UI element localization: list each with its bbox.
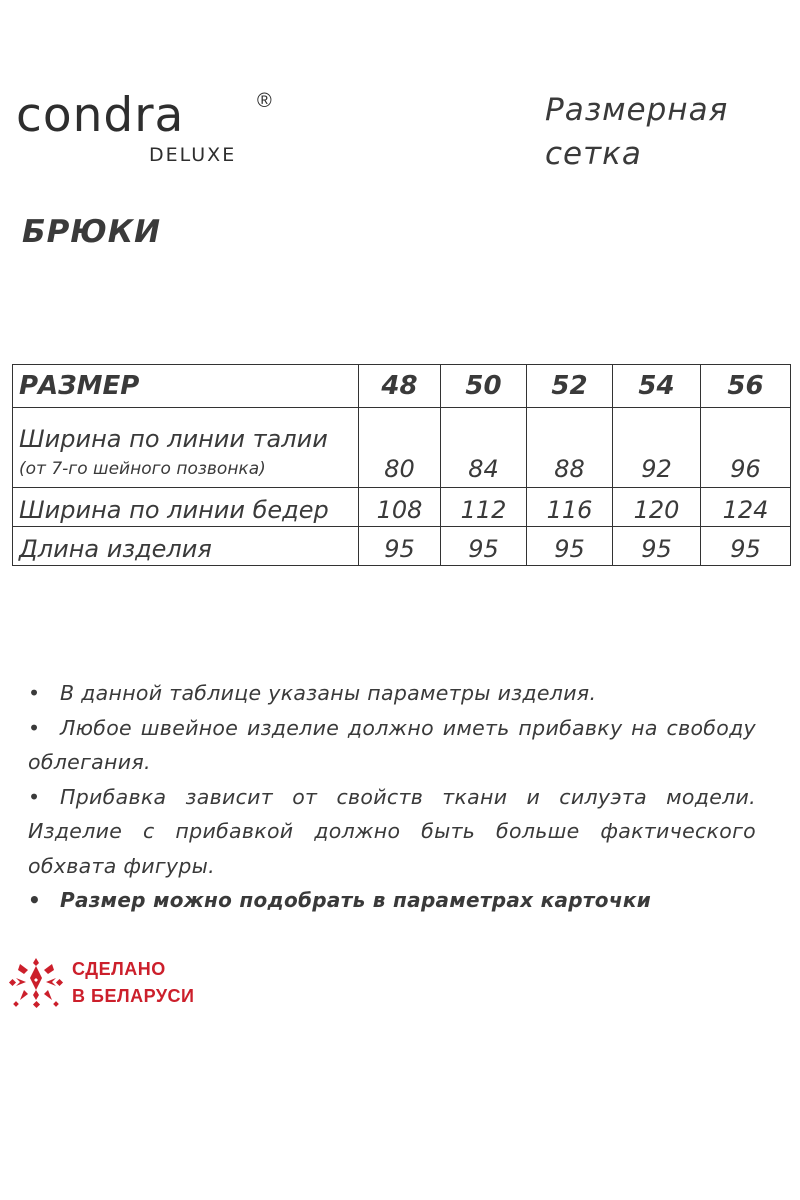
made-in-line1: СДЕЛАНО xyxy=(72,959,166,979)
note-text: В данной таблице указаны параметры изделия. xyxy=(60,681,597,705)
made-in-text xyxy=(72,956,272,1010)
row-label: Ширина по линии бедер xyxy=(13,488,359,527)
value-cell: 108 xyxy=(359,488,441,527)
size-header-cell: 48 xyxy=(359,365,441,408)
notes-list xyxy=(28,676,756,918)
value-cell: 95 xyxy=(359,527,441,566)
size-header-label: РАЗМЕР xyxy=(13,365,359,408)
size-header-cell: 54 xyxy=(613,365,701,408)
value-cell: 96 xyxy=(701,408,791,488)
size-header-cell: 50 xyxy=(441,365,527,408)
bullet-icon: • xyxy=(28,681,41,705)
bullet-icon: • xyxy=(28,888,42,912)
document-title-line1: Размерная xyxy=(545,92,729,128)
table-row xyxy=(13,408,791,488)
list-item xyxy=(28,711,756,780)
product-title: БРЮКИ xyxy=(22,214,162,250)
note-text: Прибавка зависит от свойств ткани и силуэта модели. Изделие с прибавкой должно быть больше фактического обхвата фигуры. xyxy=(28,784,756,878)
registered-mark: ® xyxy=(257,90,272,112)
row-label-main: Ширина по линии талии xyxy=(19,425,328,453)
value-cell: 95 xyxy=(701,527,791,566)
table-row xyxy=(13,527,791,566)
value-cell: 116 xyxy=(527,488,613,527)
value-cell: 88 xyxy=(527,408,613,488)
value-cell: 95 xyxy=(441,527,527,566)
bullet-icon: • xyxy=(28,784,41,809)
size-table xyxy=(12,364,791,566)
list-item xyxy=(28,883,756,918)
bullet-icon: • xyxy=(28,715,41,740)
value-cell: 124 xyxy=(701,488,791,527)
brand-logo xyxy=(16,88,276,166)
size-header-cell: 56 xyxy=(701,365,791,408)
brand-subline: DELUXE xyxy=(149,144,237,166)
row-label: Длина изделия xyxy=(13,527,359,566)
row-label-note: (от 7-го шейного позвонка) xyxy=(19,459,266,479)
document-title xyxy=(545,88,785,176)
value-cell: 95 xyxy=(527,527,613,566)
list-item xyxy=(28,780,756,884)
value-cell: 120 xyxy=(613,488,701,527)
value-cell: 92 xyxy=(613,408,701,488)
belarus-ornament-icon xyxy=(8,958,64,1010)
document-title-line2: сетка xyxy=(545,136,642,172)
value-cell: 84 xyxy=(441,408,527,488)
made-in-line2: В БЕЛАРУСИ xyxy=(72,986,195,1006)
list-item xyxy=(28,676,756,711)
brand-name: condra xyxy=(16,88,185,143)
row-label xyxy=(13,408,359,488)
table-row xyxy=(13,488,791,527)
value-cell: 95 xyxy=(613,527,701,566)
note-text: Размер можно подобрать в параметрах карточки xyxy=(60,888,652,912)
value-cell: 112 xyxy=(441,488,527,527)
size-header-cell: 52 xyxy=(527,365,613,408)
note-text: Любое швейное изделие должно иметь прибавку на свободу облегания. xyxy=(28,715,756,774)
value-cell: 80 xyxy=(359,408,441,488)
size-table-header xyxy=(13,365,791,408)
